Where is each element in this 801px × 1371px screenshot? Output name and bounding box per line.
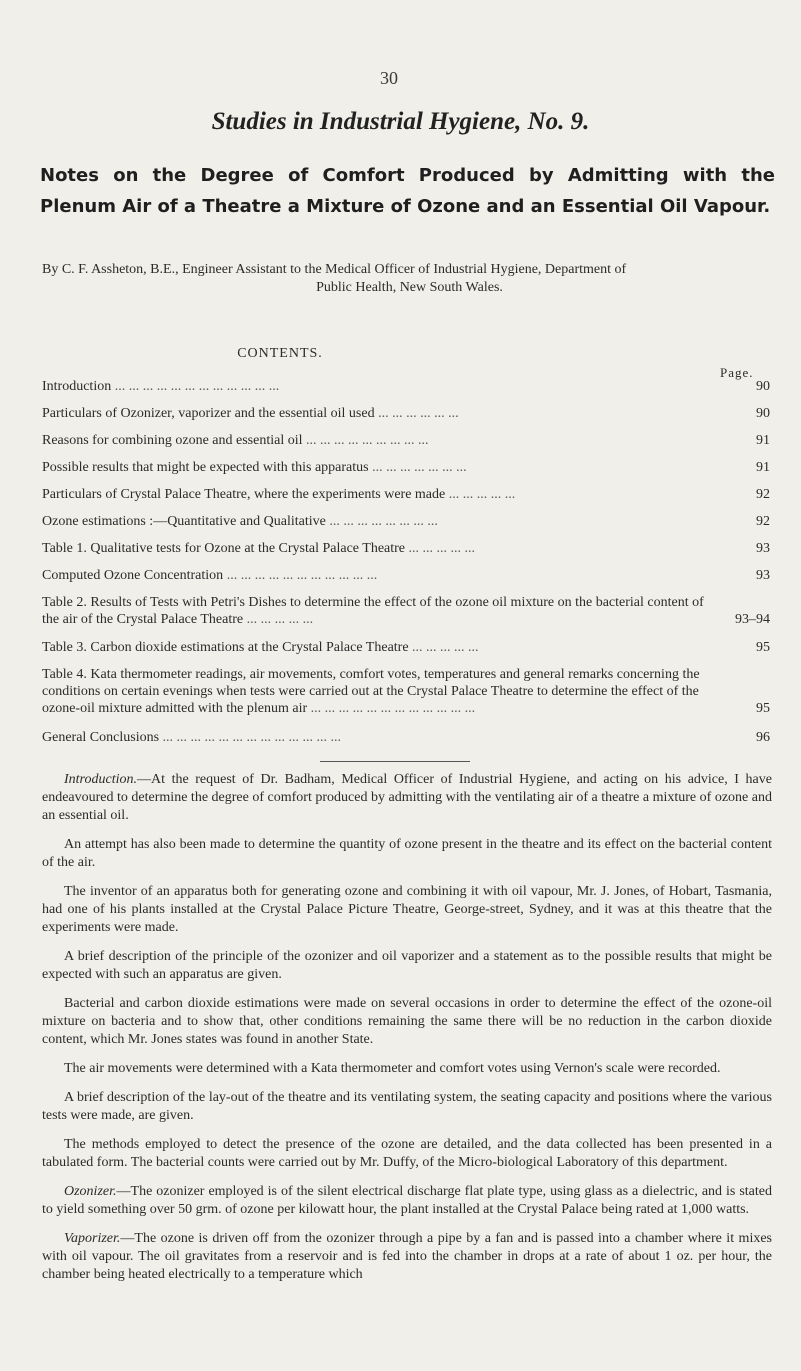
toc-page: 91: [756, 460, 770, 475]
series-title: Studies in Industrial Hygiene, No. 9.: [211, 108, 590, 135]
toc-item: Table 1. Qualitative tests for Ozone at the Crystal Palace Theatre ... ... ... ... ... 93: [42, 541, 770, 556]
toc-item: Introduction ... ... ... ... ... ... ... ... ... ... ... ... 90: [42, 379, 770, 394]
toc-page: 95: [756, 640, 770, 655]
toc-item: Table 4. Kata thermometer readings, air movements, comfort votes, temperatures and general remarks concerning the conditions on certain evenings when tests were carried out at the Crystal Palace Theatre to determine the effect of the ozone-oil mixture admitted with the plenum air ... ... ... ... ... ... ... ... ... ... ... ... 95: [42, 667, 770, 716]
paragraph: A brief description of the lay-out of the theatre and its ventilating system, the seating capacity and positions where the various tests were made, are given.: [42, 1090, 772, 1123]
toc-item: Particulars of Ozonizer, vaporizer and the essential oil used ... ... ... ... ... ... 90: [42, 406, 770, 421]
paragraph: Introduction.—At the request of Dr. Badham, Medical Officer of Industrial Hygiene, and acting on his advice, I have endeavoured to determine the degree of comfort produced by admitting with the ventilating air of a theatre a mixture of ozone and an essential oil.: [42, 772, 772, 823]
toc-page: 92: [756, 487, 770, 502]
toc-item: Computed Ozone Concentration ... ... ... ... ... ... ... ... ... ... ... 93: [42, 568, 770, 583]
toc-page: 93: [756, 541, 770, 556]
toc-item: Particulars of Crystal Palace Theatre, where the experiments were made ... ... ... ... ... 92: [42, 487, 770, 502]
author-line-1: By C. F. Assheton, B.E., Engineer Assistant to the Medical Officer of Industrial Hygiene, Department of: [42, 262, 627, 277]
toc-page: 96: [756, 730, 770, 745]
paragraph: The inventor of an apparatus both for generating ozone and combining it with oil vapour, Mr. J. Jones, of Hobart, Tasmania, had one of his plants installed at the Crystal Palace Picture Theatre, George-street, Sydney, and it was at this theatre that the experiments were made.: [42, 884, 772, 935]
toc-item: General Conclusions ... ... ... ... ... ... ... ... ... ... ... ... ... 96: [42, 730, 770, 745]
toc-page: 93–94: [735, 612, 770, 627]
toc-page: 93: [756, 568, 770, 583]
paragraph: Vaporizer.—The ozone is driven off from the ozonizer through a pipe by a fan and is passed into a chamber where it mixes with oil vapour. The oil gravitates from a reservoir and is fed into the chamber in drops at a rate of about 1 oz. per hour, the chamber being heated electrically to a temperature which: [42, 1231, 772, 1282]
toc-item: Reasons for combining ozone and essential oil ... ... ... ... ... ... ... ... ... 91: [42, 433, 770, 448]
paragraph: The air movements were determined with a Kata thermometer and comfort votes using Vernon's scale were recorded.: [64, 1061, 721, 1076]
toc-page: 90: [756, 406, 770, 421]
paragraph: Bacterial and carbon dioxide estimations were made on several occasions in order to determine the effect of the ozone-oil mixture on bacteria and to show that, other conditions remaining the same there will be no reduction in the carbon dioxide content, which Mr. Jones states was found in another State.: [42, 996, 772, 1047]
toc-item: Table 3. Carbon dioxide estimations at the Crystal Palace Theatre ... ... ... ... ... 95: [42, 640, 770, 655]
toc-page: 90: [756, 379, 770, 394]
paragraph: The methods employed to detect the presence of the ozone are detailed, and the data collected has been presented in a tabulated form. The bacterial counts were carried out by Mr. Duffy, of the Micro-biological Laboratory of this department.: [42, 1137, 772, 1170]
toc-item: Ozone estimations :—Quantitative and Qualitative ... ... ... ... ... ... ... ... 92: [42, 514, 770, 529]
section-divider: [320, 761, 470, 762]
article-title: Notes on the Degree of Comfort Produced by Admitting with the Plenum Air of a Theatre a Mixture of Ozone and an Essential Oil Vapour.: [40, 165, 775, 217]
toc-page: 91: [756, 433, 770, 448]
author-line: [42, 261, 777, 297]
paragraph: A brief description of the principle of the ozonizer and oil vaporizer and a statement as to the possible results that might be expected with such an apparatus are given.: [42, 949, 772, 982]
paragraph: Ozonizer.—The ozonizer employed is of the silent electrical discharge flat plate type, using glass as a dielectric, and is stated to yield something over 50 grm. of ozone per kilowatt hour, the plant installed at the Crystal Palace being rated at 1,000 watts.: [42, 1184, 772, 1217]
toc-item: Table 2. Results of Tests with Petri's Dishes to determine the effect of the ozone oil mixture on the bacterial content of the air of the Crystal Palace Theatre ... ... ... ... ... 93–94: [42, 595, 770, 627]
paragraph: An attempt has also been made to determine the quantity of ozone present in the theatre and its effect on the bacterial content of the air.: [42, 837, 772, 870]
author-line-2: Public Health, New South Wales.: [316, 280, 503, 295]
toc-item: Possible results that might be expected with this apparatus ... ... ... ... ... ... ... 91: [42, 460, 770, 475]
toc-page: 95: [756, 701, 770, 716]
contents-page-label: Page.: [720, 365, 754, 380]
toc-page: 92: [756, 514, 770, 529]
page-number: 30: [380, 68, 398, 88]
article-body: [42, 771, 772, 1295]
contents-heading: CONTENTS.: [237, 346, 323, 361]
